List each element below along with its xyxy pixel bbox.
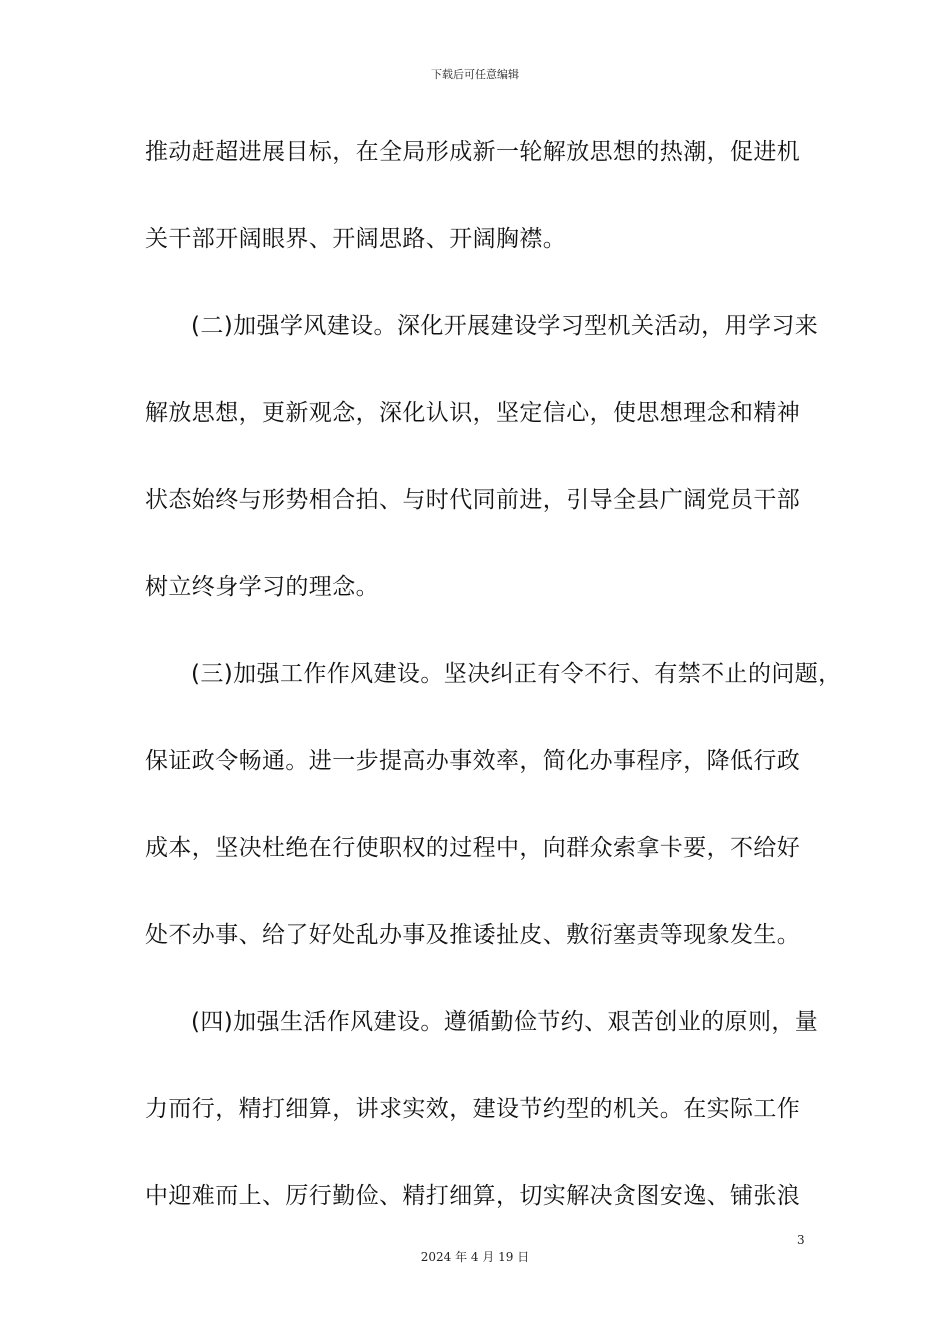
paragraph-start-line: (二)加强学风建设。深化开展建设学习型机关活动，用学习来	[191, 313, 819, 339]
text-line: 解放思想，更新观念，深化认识，坚定信心，使思想理念和精神	[145, 400, 801, 426]
footer-date: 2024 年 4 月 19 日	[420, 1250, 530, 1264]
paragraph-start-line: (四)加强生活作风建设。遵循勤俭节约、艰苦创业的原则，量	[191, 1009, 819, 1035]
text-line: 处不办事、给了好处乱办事及推诿扯皮、敷衍塞责等现象发生。	[145, 922, 801, 948]
text-line: 中迎难而上、厉行勤俭、精打细算，切实解决贪图安逸、铺张浪	[145, 1183, 801, 1209]
text-line: 保证政令畅通。进一步提高办事效率，简化办事程序，降低行政	[145, 748, 801, 774]
text-line: 树立终身学习的理念。	[145, 574, 379, 600]
paragraph-start-line: (三)加强工作作风建设。坚决纠正有令不行、有禁不止的问题，	[191, 661, 842, 687]
text-line: 成本，坚决杜绝在行使职权的过程中，向群众索拿卡要，不给好	[145, 835, 801, 861]
text-line: 推动赶超进展目标，在全局形成新一轮解放思想的热潮，促进机	[145, 139, 801, 165]
text-line: 关干部开阔眼界、开阔思路、开阔胸襟。	[145, 226, 567, 252]
text-line: 状态始终与形势相合拍、与时代同前进，引导全县广阔党员干部	[145, 487, 801, 513]
page-header: 下载后可任意编辑	[431, 68, 519, 81]
text-line: 力而行，精打细算，讲求实效，建设节约型的机关。在实际工作	[145, 1096, 801, 1122]
document-body	[145, 130, 842, 1261]
page-number: 3	[797, 1233, 805, 1247]
